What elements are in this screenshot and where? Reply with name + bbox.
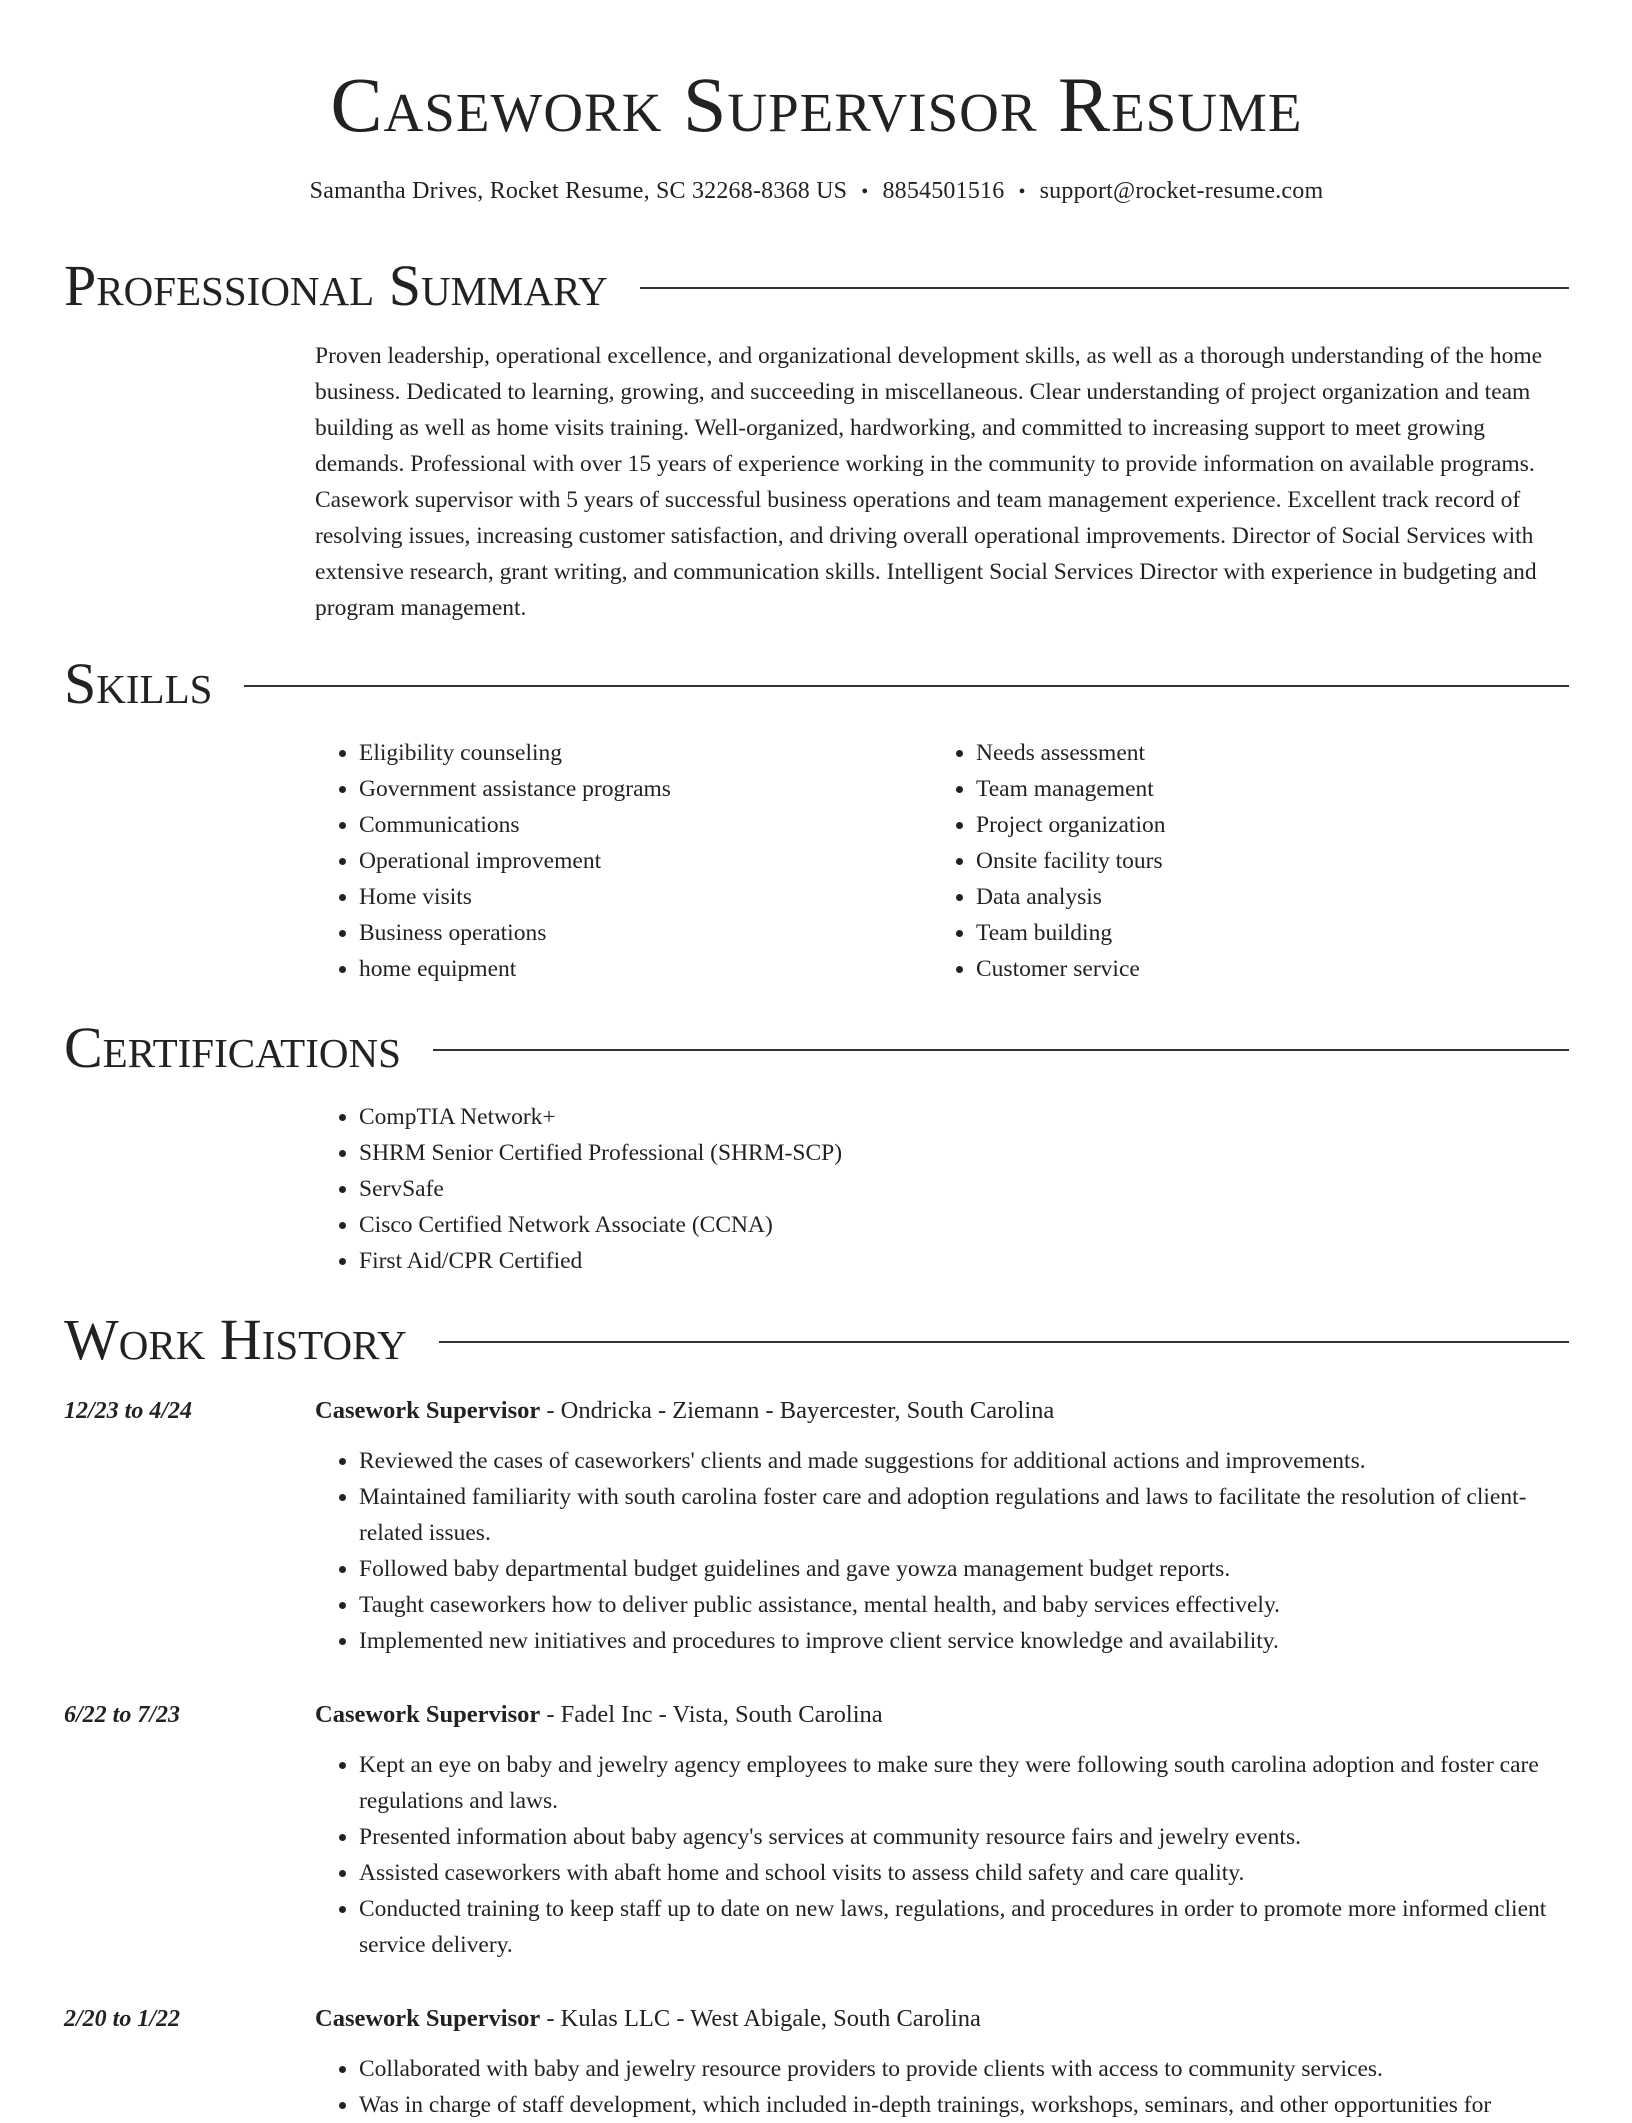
skill-item: • Business operations — [359, 915, 932, 951]
skills-list-left — [315, 735, 932, 987]
certifications-list — [315, 1099, 1569, 1279]
certification-item: • ServSafe — [359, 1171, 1569, 1207]
certification-item: • CompTIA Network+ — [359, 1099, 1569, 1135]
skills-grid — [315, 735, 1569, 987]
job-heading — [315, 2001, 1569, 2037]
skill-item: • Home visits — [359, 879, 932, 915]
resume-title: Casework Supervisor Resume — [330, 61, 1303, 148]
skill-item: • Operational improvement — [359, 843, 932, 879]
job-bullets — [315, 2051, 1569, 2123]
job-role: Casework Supervisor — [315, 2005, 541, 2032]
skill-item: • Project organization — [976, 807, 1549, 843]
summary-section-header — [64, 254, 1569, 318]
work-history-section-header — [64, 1308, 1569, 1372]
contact-separator: • — [1018, 181, 1026, 203]
job-bullet: • Was in charge of staff development, which included in-depth trainings, workshops, seminars, and other opportunities for — [359, 2087, 1569, 2123]
job-main — [315, 1393, 1569, 1659]
job-dates: 6/22 to 7/23 — [64, 1702, 181, 1728]
skill-item: • Onsite facility tours — [976, 843, 1549, 879]
contact-address: Samantha Drives, Rocket Resume, SC 32268-8368 US — [309, 178, 848, 204]
skill-item: • Team management — [976, 771, 1549, 807]
job-bullet: • Kept an eye on baby and jewelry agency employees to make sure they were following south carolina adoption and foster care regulations and laws. — [359, 1747, 1569, 1819]
job-main — [315, 1697, 1569, 1963]
skill-item: • Team building — [976, 915, 1549, 951]
job-bullet: • Reviewed the cases of caseworkers' clients and made suggestions for additional actions and improvements. — [359, 1443, 1569, 1479]
job-details: - Fadel Inc - Vista, South Carolina — [540, 1701, 883, 1728]
skills-heading: Skills — [64, 651, 213, 716]
section-divider — [439, 1341, 1569, 1343]
summary-text: Proven leadership, operational excellence, and organizational development skills, as well as a thorough understanding of the home business. Dedicated to learning, growing, and succeeding in miscellaneous. Clear understanding of project organization and team building as well as home visits training. Well-organized, hardworking, and committed to increasing support to meet growing demands. Professional with over 15 years of experience working in the community to provide information on available programs. Casework supervisor with 5 years of successful business operations and team management experience. Excellent track record of resolving issues, increasing customer satisfaction, and driving overall operational improvements. Director of Social Services with extensive research, grant writing, and communication skills. Intelligent Social Services Director with experience in budgeting and program management. — [315, 343, 1543, 621]
job-bullet: • Conducted training to keep staff up to date on new laws, regulations, and procedures in order to promote more informed client service delivery. — [359, 1891, 1569, 1963]
job-bullets — [315, 1443, 1569, 1659]
section-divider — [640, 287, 1569, 289]
summary-heading: Professional Summary — [64, 253, 608, 318]
contact-line — [64, 174, 1569, 209]
certification-item: • Cisco Certified Network Associate (CCNA) — [359, 1207, 1569, 1243]
job-details: - Kulas LLC - West Abigale, South Carolina — [540, 2005, 981, 2032]
certifications-heading: Certifications — [64, 1015, 401, 1080]
job-heading — [315, 1697, 1569, 1733]
section-divider — [433, 1049, 1569, 1051]
skills-list-right — [932, 735, 1549, 987]
job-bullet: • Followed baby departmental budget guidelines and gave yowza management budget reports. — [359, 1551, 1569, 1587]
section-divider — [244, 685, 1569, 687]
work-history-heading: Work History — [64, 1307, 407, 1372]
contact-email: support@rocket-resume.com — [1039, 178, 1324, 204]
job-main — [315, 2001, 1569, 2123]
job-bullet: • Maintained familiarity with south carolina foster care and adoption regulations and laws to facilitate the resolution of client-related issues. — [359, 1479, 1569, 1551]
summary-body — [315, 338, 1569, 626]
job-heading — [315, 1393, 1569, 1429]
job-role: Casework Supervisor — [315, 1701, 541, 1728]
job-bullet: • Presented information about baby agency's services at community resource fairs and jewelry events. — [359, 1819, 1569, 1855]
certification-item: • First Aid/CPR Certified — [359, 1243, 1569, 1279]
job-bullet: • Assisted caseworkers with abaft home and school visits to assess child safety and care quality. — [359, 1855, 1569, 1891]
contact-phone: 8854501516 — [882, 178, 1005, 204]
job-bullet: • Taught caseworkers how to deliver public assistance, mental health, and baby services effectively. — [359, 1587, 1569, 1623]
skill-item: • Government assistance programs — [359, 771, 932, 807]
skill-item: • home equipment — [359, 951, 932, 987]
skills-section-header — [64, 652, 1569, 716]
job-dates: 2/20 to 1/22 — [64, 2006, 181, 2032]
contact-separator: • — [861, 181, 869, 203]
skill-item: • Data analysis — [976, 879, 1549, 915]
skills-body — [315, 735, 1569, 987]
skill-item: • Communications — [359, 807, 932, 843]
skill-item: • Customer service — [976, 951, 1549, 987]
skills-column-left — [315, 735, 932, 987]
skill-item: • Eligibility counseling — [359, 735, 932, 771]
skills-column-right — [932, 735, 1549, 987]
certification-item: • SHRM Senior Certified Professional (SHRM-SCP) — [359, 1135, 1569, 1171]
certifications-body — [315, 1099, 1569, 1279]
skill-item: • Needs assessment — [976, 735, 1549, 771]
job-dates: 12/23 to 4/24 — [64, 1398, 193, 1424]
job-bullet: • Implemented new initiatives and procedures to improve client service knowledge and availability. — [359, 1623, 1569, 1659]
job-role: Casework Supervisor — [315, 1397, 541, 1424]
job-details: - Ondricka - Ziemann - Bayercester, South Carolina — [540, 1397, 1055, 1424]
certifications-section-header — [64, 1016, 1569, 1080]
job-bullet: • Collaborated with baby and jewelry resource providers to provide clients with access to community services. — [359, 2051, 1569, 2087]
job-bullets — [315, 1747, 1569, 1963]
